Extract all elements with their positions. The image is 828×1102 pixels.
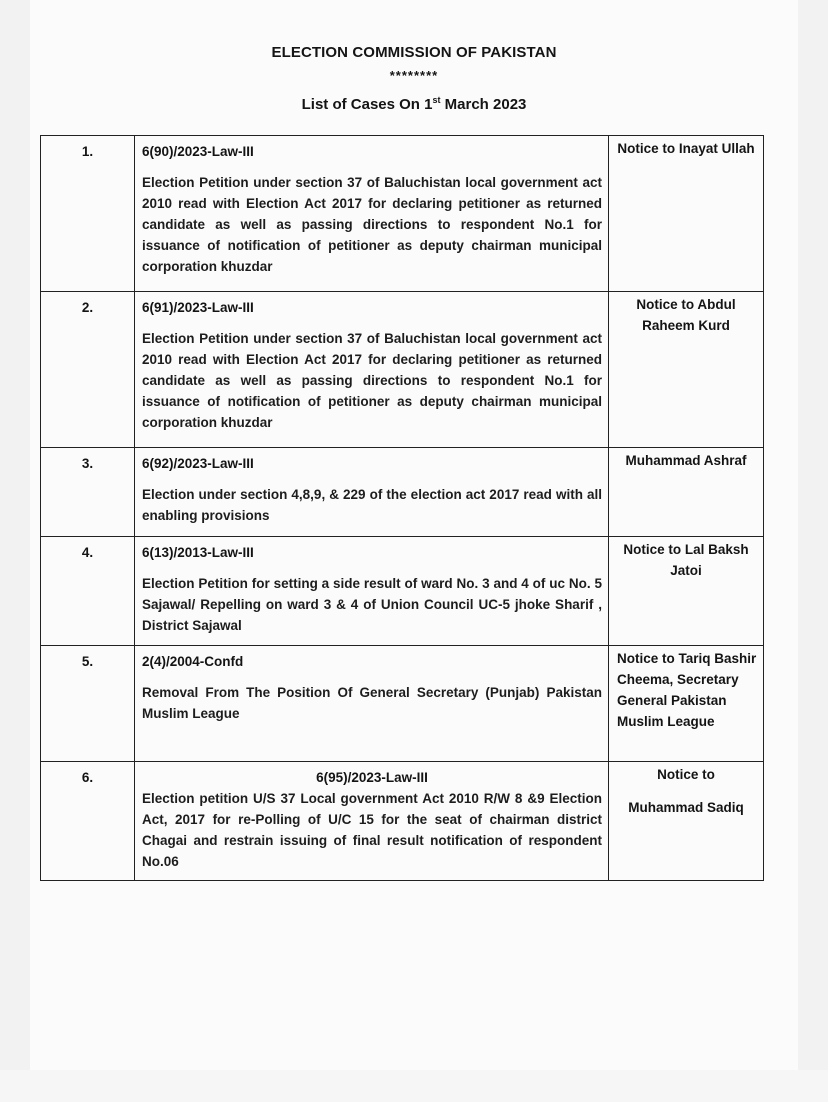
case-cell (135, 292, 609, 447)
list-heading-prefix: List of Cases On 1 (301, 96, 433, 113)
case-description: Election under section 4,8,9, & 229 of the election act 2017 read with all enabling provisions (142, 487, 602, 523)
list-heading-suffix: March 2023 (440, 96, 527, 113)
case-remarks: Notice to Inayat Ullah (617, 141, 755, 156)
case-remarks (609, 762, 763, 880)
case-remarks-line: Notice to (657, 767, 715, 782)
serial-number: 5. (41, 646, 135, 761)
case-remarks: Notice to Tariq Bashir Cheema, Secretary General Pakistan Muslim League (617, 651, 757, 729)
page-background (0, 1070, 828, 1102)
case-remarks: Notice to Abdul Raheem Kurd (636, 297, 736, 333)
case-cell (135, 646, 609, 761)
case-description: Election Petition under section 37 of Baluchistan local government act 2010 read with Election Act 2017 for declaring petitioner as returned candidate as well as passing directions to respondent No.1 for issuance of notification of petitioner as deputy chairman municipal corporation khuzdar (142, 175, 602, 274)
case-number: 6(13)/2013-Law-III (142, 545, 254, 560)
title-separator-stars: ******** (389, 68, 439, 83)
case-number: 6(95)/2023-Law-III (316, 770, 428, 785)
case-cell (135, 537, 609, 645)
serial-number: 4. (41, 537, 135, 645)
case-remarks: Muhammad Ashraf (625, 453, 747, 468)
case-remarks-line: Muhammad Sadiq (628, 800, 744, 815)
table-row (40, 761, 764, 881)
table-row (40, 447, 764, 536)
serial-number: 1. (41, 136, 135, 291)
case-cell (135, 136, 609, 291)
case-description: Election Petition under section 37 of Baluchistan local government act 2010 read with Election Act 2017 for declaring petitioner as returned candidate as well as passing directions to respondent No.1 for issuance of notification of petitioner as deputy chairman municipal corporation khuzdar (142, 331, 602, 430)
serial-number: 2. (41, 292, 135, 447)
case-description: Removal From The Position Of General Secretary (Punjab) Pakistan Muslim League (142, 685, 602, 721)
case-description: Election petition U/S 37 Local government Act 2010 R/W 8 &9 Election Act, 2017 for re-Polling of U/C 15 for the seat of chairman district Chagai and restrain issuing of final result notification of respondent No.06 (142, 791, 602, 869)
document-title: ELECTION COMMISSION OF PAKISTAN (271, 44, 557, 61)
case-cell (135, 762, 609, 880)
case-remarks: Notice to Lal Baksh Jatoi (623, 542, 749, 578)
case-number: 6(92)/2023-Law-III (142, 456, 254, 471)
list-heading (0, 95, 828, 113)
cases-table (40, 135, 764, 881)
case-number: 2(4)/2004-Confd (142, 654, 244, 669)
table-row (40, 645, 764, 761)
serial-number: 6. (41, 762, 135, 880)
case-description: Election Petition for setting a side result of ward No. 3 and 4 of uc No. 5 Sajawal/ Repelling on ward 3 & 4 of Union Council UC-5 jhoke Sharif , District Sajawal (142, 576, 602, 633)
case-number: 6(90)/2023-Law-III (142, 144, 254, 159)
case-number: 6(91)/2023-Law-III (142, 300, 254, 315)
list-heading-ordinal: st (432, 95, 441, 105)
case-cell (135, 448, 609, 536)
table-row (40, 135, 764, 291)
table-row (40, 536, 764, 645)
table-row (40, 291, 764, 447)
serial-number: 3. (41, 448, 135, 536)
